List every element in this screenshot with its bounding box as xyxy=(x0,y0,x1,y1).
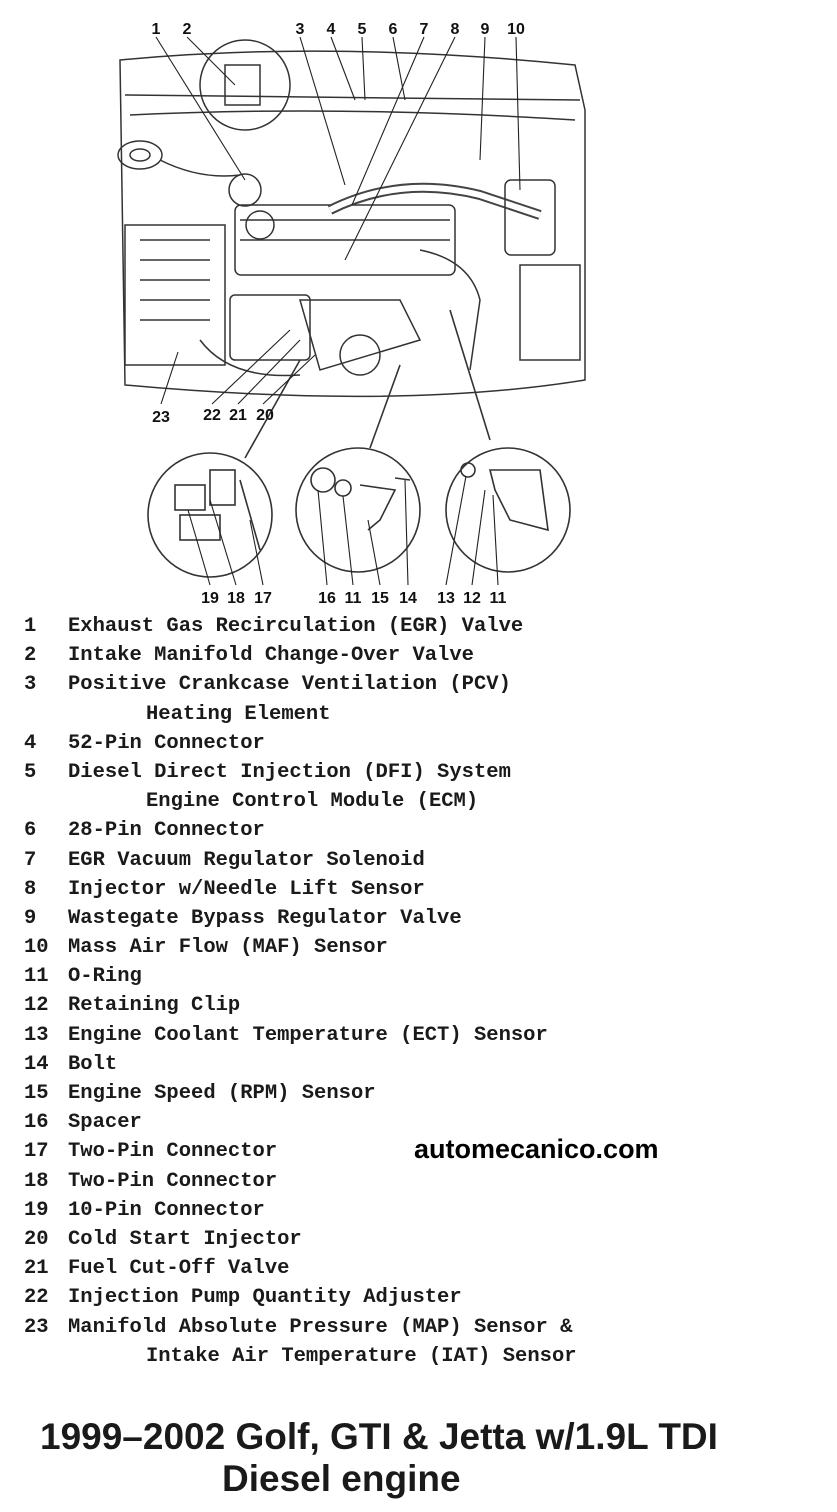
legend-text: 28-Pin Connector xyxy=(68,819,265,843)
legend-text: EGR Vacuum Regulator Solenoid xyxy=(68,848,425,872)
callout-11a: 11 xyxy=(344,590,362,607)
callout-7: 7 xyxy=(419,21,429,38)
legend-text: Two-Pin Connector xyxy=(68,1169,278,1193)
legend-item xyxy=(24,816,824,845)
legend-number: 8 xyxy=(24,877,37,901)
callout-numbers-details xyxy=(201,590,506,607)
legend-text: 52-Pin Connector xyxy=(68,731,265,755)
legend-continuation: Intake Air Temperature (IAT) Sensor xyxy=(146,1344,577,1368)
legend-item xyxy=(24,1254,824,1283)
legend-number: 3 xyxy=(24,673,37,697)
legend-text: Engine Speed (RPM) Sensor xyxy=(68,1082,376,1105)
legend-text: Engine Coolant Temperature (ECT) Sensor xyxy=(68,1023,548,1047)
legend-item xyxy=(24,1108,824,1137)
legend-number: 22 xyxy=(24,1286,49,1310)
legend-item xyxy=(24,1283,824,1312)
callout-16: 16 xyxy=(318,590,336,607)
callout-21: 21 xyxy=(229,407,247,424)
legend-number: 9 xyxy=(24,906,37,930)
legend-number: 6 xyxy=(24,819,37,843)
legend-number: 1 xyxy=(24,615,37,638)
legend-number: 11 xyxy=(24,965,49,989)
legend-text: Fuel Cut-Off Valve xyxy=(68,1257,290,1281)
legend-item xyxy=(24,1050,824,1079)
component-legend xyxy=(24,612,824,1371)
legend-continuation: Engine Control Module (ECM) xyxy=(146,790,479,814)
legend-text: Bolt xyxy=(68,1052,118,1076)
legend-text: Two-Pin Connector xyxy=(68,1140,278,1164)
legend-text: Retaining Clip xyxy=(68,994,241,1018)
legend-item xyxy=(24,1021,824,1050)
legend-number: 19 xyxy=(24,1198,49,1222)
legend-item xyxy=(24,670,824,699)
callout-17: 17 xyxy=(254,590,272,607)
legend-text: Cold Start Injector xyxy=(68,1227,302,1251)
callout-4: 4 xyxy=(326,21,336,38)
legend-text: O-Ring xyxy=(68,965,142,989)
legend-item xyxy=(24,1079,824,1108)
callout-10: 10 xyxy=(507,21,525,38)
callout-9: 9 xyxy=(480,21,490,38)
callout-3: 3 xyxy=(295,21,305,38)
legend-number: 5 xyxy=(24,760,37,784)
leader-lines xyxy=(156,37,520,585)
engine-component-diagram xyxy=(0,0,837,610)
callout-22: 22 xyxy=(203,407,221,424)
legend-text: Intake Manifold Change-Over Valve xyxy=(68,644,474,668)
legend-item xyxy=(24,729,824,758)
legend-number: 18 xyxy=(24,1169,49,1193)
legend-item xyxy=(24,933,824,962)
legend-item xyxy=(24,1167,824,1196)
legend-number: 23 xyxy=(24,1315,49,1339)
legend-item xyxy=(24,1225,824,1254)
caption-line-1: 1999–2002 Golf, GTI & Jetta w/1.9L TDI xyxy=(40,1416,718,1457)
callout-numbers-top xyxy=(152,21,525,38)
callout-12: 12 xyxy=(463,590,481,607)
legend-number: 14 xyxy=(24,1052,49,1076)
legend-number: 12 xyxy=(24,994,49,1018)
callout-19: 19 xyxy=(201,590,219,607)
callout-13: 13 xyxy=(437,590,455,607)
detail-circle-ect-sensor xyxy=(446,448,570,572)
legend-number: 7 xyxy=(24,848,37,872)
legend-text: Spacer xyxy=(68,1111,142,1135)
callout-2: 2 xyxy=(182,21,192,38)
legend-item xyxy=(24,904,824,933)
callout-14: 14 xyxy=(399,590,417,607)
caption-line-2: Diesel engine xyxy=(222,1458,461,1499)
legend-number: 15 xyxy=(24,1082,49,1105)
callout-numbers-bottom xyxy=(152,407,274,426)
legend-item xyxy=(24,875,824,904)
legend-number: 10 xyxy=(24,936,49,960)
legend-item xyxy=(24,846,824,875)
legend-number: 20 xyxy=(24,1227,49,1251)
legend-text: Exhaust Gas Recirculation (EGR) Valve xyxy=(68,615,524,638)
legend-number: 13 xyxy=(24,1023,49,1047)
watermark-site: automecanico.com xyxy=(414,1134,659,1164)
callout-23: 23 xyxy=(152,409,170,426)
legend-item xyxy=(24,962,824,991)
legend-number: 21 xyxy=(24,1257,49,1281)
legend-item xyxy=(24,1196,824,1225)
callout-1: 1 xyxy=(151,21,161,38)
callout-20: 20 xyxy=(256,407,274,424)
callout-18: 18 xyxy=(227,590,245,607)
legend-item xyxy=(24,612,824,641)
legend-number: 16 xyxy=(24,1111,49,1135)
legend-text: Wastegate Bypass Regulator Valve xyxy=(68,906,462,930)
legend-number: 17 xyxy=(24,1140,49,1164)
callout-5: 5 xyxy=(357,21,367,38)
callout-6: 6 xyxy=(388,21,398,38)
legend-item xyxy=(24,758,824,787)
legend-text: Manifold Absolute Pressure (MAP) Sensor & xyxy=(68,1315,573,1339)
legend-text: Injector w/Needle Lift Sensor xyxy=(68,877,425,901)
legend-number: 4 xyxy=(24,731,37,755)
legend-text: Diesel Direct Injection (DFI) System xyxy=(68,760,511,784)
legend-text: Positive Crankcase Ventilation (PCV) xyxy=(68,673,511,697)
detail-circle-rpm-sensor xyxy=(296,448,420,572)
detail-circles xyxy=(148,310,570,577)
callout-8: 8 xyxy=(450,21,460,38)
legend-item xyxy=(24,991,824,1020)
legend-continuation: Heating Element xyxy=(146,702,331,726)
legend-number: 2 xyxy=(24,644,37,668)
legend-text: Mass Air Flow (MAF) Sensor xyxy=(68,936,388,960)
callout-11b: 11 xyxy=(489,590,507,607)
legend-text: 10-Pin Connector xyxy=(68,1198,265,1222)
engine-bay-drawing xyxy=(118,40,585,396)
legend-item xyxy=(24,641,824,670)
legend-text: Injection Pump Quantity Adjuster xyxy=(68,1286,462,1310)
callout-15: 15 xyxy=(371,590,389,607)
legend-item xyxy=(24,1313,824,1342)
